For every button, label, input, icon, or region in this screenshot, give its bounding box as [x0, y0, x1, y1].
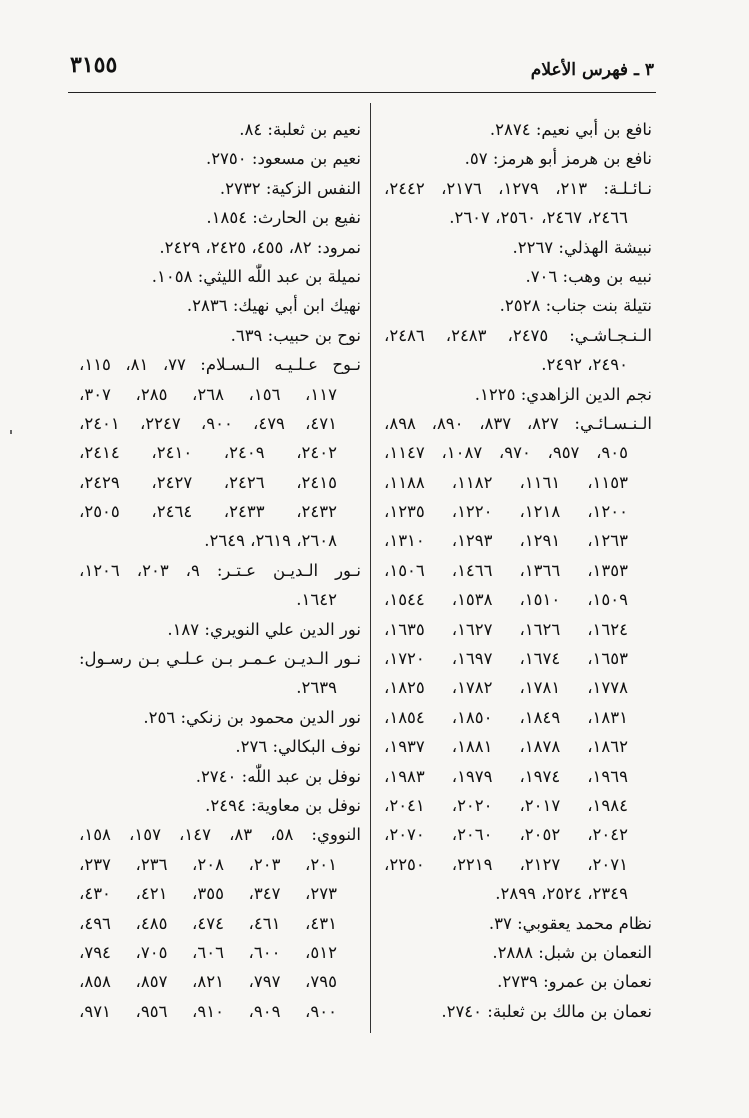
index-entry: النعمان بن شبل: ٢٨٨٨. [492, 942, 652, 962]
index-entry: نعيم بن ثعلبة: ٨٤. [239, 120, 361, 139]
index-entry-continuation: ٢٧٣، ٣٤٧، ٣٥٥، ٤٢١، ٤٣٠، [79, 884, 337, 904]
index-entry: نعمان بن عمرو: ٢٧٣٩. [497, 972, 652, 992]
index-entry: الـنـجـاشـي: ٢٤٧٥، ٢٤٨٣، ٢٤٨٦، [384, 325, 652, 345]
index-entry: نـور الـديـن عـمـر بـن عـلـي بـن رسـول: [79, 649, 361, 669]
index-entry-continuation: ٢٤٩٠، ٢٤٩٢. [541, 355, 628, 375]
index-entry: نبيه بن وهب: ٧٠٦. [525, 266, 652, 286]
index-column-left [79, 115, 361, 1026]
index-entry: النفس الزكية: ٢٧٣٢. [219, 178, 361, 198]
index-entry: نوفل بن عبد اللّٰه: ٢٧٤٠. [195, 766, 361, 786]
index-entry: نفيع بن الحارث: ١٨٥٤. [206, 208, 361, 228]
index-entry: نميلة بن عبد اللّٰه الليثي: ١٠٥٨. [151, 266, 361, 286]
index-entry-continuation: ١١٧، ١٥٦، ٢٦٨، ٢٨٥، ٣٠٧، [79, 384, 337, 404]
index-entry: نبيشة الهذلي: ٢٢٦٧. [512, 237, 652, 257]
index-entry-continuation: ١٥٠٩، ١٥١٠، ١٥٣٨، ١٥٤٤، [384, 590, 628, 610]
index-entry: نـوح عـلـيـه الـسـلام: ٧٧، ٨١، ١١٥، [79, 355, 361, 375]
index-entry: نوفل بن معاوية: ٢٤٩٤. [205, 795, 361, 815]
index-entry-continuation: ١٦٢٤، ١٦٢٦، ١٦٢٧، ١٦٣٥، [384, 619, 628, 639]
index-entry-continuation: ٢٤١٥، ٢٤٢٦، ٢٤٢٧، ٢٤٢٩، [79, 472, 337, 492]
index-column-right [384, 115, 652, 1026]
index-entry: نافع بن هرمز أبو هرمز: ٥٧. [464, 149, 652, 169]
index-entry: نعمان بن مالك بن ثعلبة: ٢٧٤٠. [441, 1001, 652, 1021]
index-entry: نظام محمد يعقوبي: ٣٧. [488, 913, 652, 933]
index-entry-continuation: ٢٠١، ٢٠٣، ٢٠٨، ٢٣٦، ٢٣٧، [79, 854, 337, 874]
index-entry-continuation: ١٢٠٠، ١٢١٨، ١٢٢٠، ١٢٣٥، [384, 502, 628, 522]
index-entry-continuation: ١٧٧٨، ١٧٨١، ١٧٨٢، ١٨٢٥، [384, 678, 628, 698]
index-entry-continuation: ٢٠٤٢، ٢٠٥٢، ٢٠٦٠، ٢٠٧٠، [384, 825, 628, 845]
index-entry: نوف البكالي: ٢٧٦. [235, 737, 361, 757]
index-entry: نعيم بن مسعود: ٢٧٥٠. [205, 149, 361, 169]
page-number: ٣١٥٥ [70, 52, 118, 78]
index-entry-continuation: ٧٩٥، ٧٩٧، ٨٢١، ٨٥٧، ٨٥٨، [79, 972, 337, 992]
index-entry-continuation: ١٨٣١، ١٨٤٩، ١٨٥٠، ١٨٥٤، [384, 707, 628, 727]
index-entry: نافع بن أبي نعيم: ٢٨٧٤. [489, 120, 652, 139]
index-entry: نوح بن حبيب: ٦٣٩. [230, 325, 361, 345]
index-entry-continuation: ٢٠٧١، ٢١٢٧، ٢٢١٩، ٢٢٥٠، [384, 854, 628, 874]
index-entry-continuation: ١٢٦٣، ١٢٩١، ١٢٩٣، ١٣١٠، [384, 531, 628, 551]
page-header [70, 52, 654, 88]
index-entry-continuation: ٤٣١، ٤٦١، ٤٧٤، ٤٨٥، ٤٩٦، [79, 913, 337, 933]
index-entry: نـور الـديـن عـتـر: ٩، ٢٠٣، ١٢٠٦، [79, 560, 361, 580]
index-entry-continuation: ٥١٢، ٦٠٠، ٦٠٦، ٧٠٥، ٧٩٤، [79, 942, 337, 962]
index-entry-continuation: ٢٤٣٢، ٢٤٣٣، ٢٤٦٤، ٢٥٠٥، [79, 502, 337, 522]
index-entry-continuation: ٢٣٤٩، ٢٥٢٤، ٢٨٩٩. [495, 884, 628, 904]
index-entry-continuation: ١٨٦٢، ١٨٧٨، ١٨٨١، ١٩٣٧، [384, 737, 628, 757]
margin-mark [10, 430, 12, 434]
index-entry: نجم الدين الزاهدي: ١٢٢٥. [474, 384, 652, 404]
index-entry: نور الدين محمود بن زنكي: ٢٥٦. [143, 707, 361, 727]
index-entry-continuation: ١٣٥٣، ١٣٦٦، ١٤٦٦، ١٥٠٦، [384, 560, 628, 580]
index-entry-continuation: ٢٦٣٩. [296, 678, 337, 698]
index-entry-continuation: ٩٠٥، ٩٥٧، ٩٧٠، ١٠٨٧، ١١٤٧، [384, 443, 629, 463]
index-entry: نور الدين علي النويري: ١٨٧. [167, 619, 361, 639]
index-entry-continuation: ٢٤٠٢، ٢٤٠٩، ٢٤١٠، ٢٤١٤، [79, 443, 337, 463]
index-entry-continuation: ٢٤٦٦، ٢٤٦٧، ٢٥٦٠، ٢٦٠٧. [449, 208, 628, 228]
index-entry-continuation: ١٩٨٤، ٢٠١٧، ٢٠٢٠، ٢٠٤١، [384, 795, 628, 815]
header-rule [68, 92, 656, 93]
index-entry-continuation: ١٦٤٢. [296, 590, 337, 610]
section-title: ٣ ـ فهرس الأعلام [530, 60, 654, 80]
index-entry-continuation: ٢٦٠٨، ٢٦١٩، ٢٦٤٩. [204, 531, 337, 551]
index-entry: نمرود: ٨٢، ٤٥٥، ٢٤٢٥، ٢٤٢٩. [159, 237, 361, 257]
index-entry-continuation: ٤٧١، ٤٧٩، ٩٠٠، ٢٢٤٧، ٢٤٠١، [79, 413, 338, 433]
index-entry: نهيك ابن أبي نهيك: ٢٨٣٦. [186, 296, 361, 316]
index-entry-continuation: ١٦٥٣، ١٦٧٤، ١٦٩٧، ١٧٢٠، [384, 649, 628, 669]
index-entry: الـنـسـائـي: ٨٢٧، ٨٣٧، ٨٩٠، ٨٩٨، [384, 413, 653, 433]
index-entry-continuation: ٩٠٠، ٩٠٩، ٩١٠، ٩٥٦، ٩٧١، [79, 1001, 337, 1021]
index-entry: النووي: ٥٨، ٨٣، ١٤٧، ١٥٧، ١٥٨، [79, 825, 361, 845]
index-entry-continuation: ١١٥٣، ١١٦١، ١١٨٢، ١١٨٨، [384, 472, 628, 492]
column-divider [370, 103, 371, 1033]
index-entry: نتيلة بنت جناب: ٢٥٢٨. [499, 296, 652, 316]
index-entry: نـائـلـة: ٢١٣، ١٢٧٩، ٢١٧٦، ٢٤٤٢، [384, 178, 652, 198]
index-entry-continuation: ١٩٦٩، ١٩٧٤، ١٩٧٩، ١٩٨٣، [384, 766, 628, 786]
